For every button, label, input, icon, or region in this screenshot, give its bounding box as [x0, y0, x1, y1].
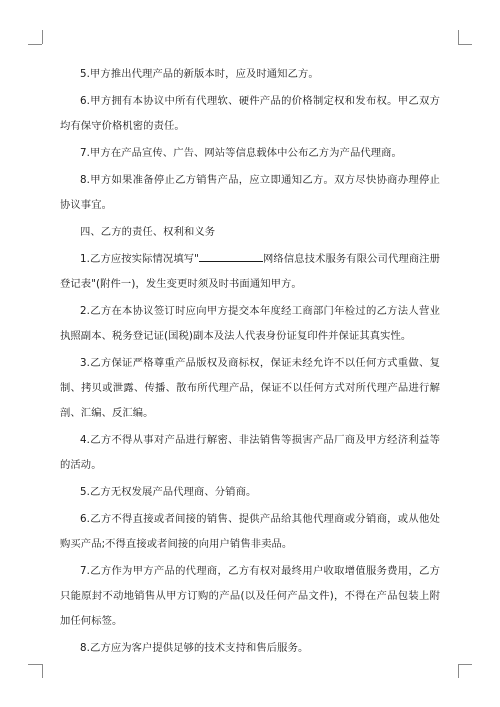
clause-a8: 8.甲方如果准备停止乙方销售产品，应立即通知乙方。双方尽快协商办理停止协议事宜。	[60, 174, 440, 211]
crop-mark-bottom-right-h	[458, 664, 472, 665]
clause-b2: 2.乙方在本协议签订时应向甲方提交本年度经工商部门年检过的乙方法人营业执照副本、税务登记证(国税)副本及法人代表身份证复印件并保证其真实性。	[60, 305, 440, 342]
clause-b1-before: 1.乙方应按实际情况填写"	[80, 253, 199, 265]
clause-b4: 4.乙方不得从事对产品进行解密、非法销售等损害产品厂商及甲方经济利益等的活动。	[60, 434, 440, 471]
section-heading: 四、乙方的责任、权利和义务	[80, 226, 216, 238]
crop-mark-bottom-right-v	[458, 664, 459, 678]
crop-mark-top-left-v	[42, 30, 43, 44]
crop-mark-top-right-h	[458, 44, 472, 45]
clause-b1-after: 网络信息技术服务有限公司代理商注册登记表"(附件一)，发生变更时须及时书面通知甲方。	[60, 253, 440, 290]
clause-b1	[60, 247, 440, 299]
clause-a5: 5.甲方推出代理产品的新版本时，应及时通知乙方。	[80, 68, 319, 80]
crop-mark-top-left-h	[28, 44, 42, 45]
crop-mark-top-right-v	[458, 30, 459, 44]
document-body	[60, 62, 440, 663]
clause-b6: 6.乙方不得直接或者间接的销售、提供产品给其他代理商或分销商，或从他处购买产品;不得直接或者间接的向用户销售非卖品。	[60, 513, 440, 550]
clause-a6: 6.甲方拥有本协议中所有代理软、硬件产品的价格制定权和发布权。甲乙双方均有保守价格机密的责任。	[60, 95, 440, 132]
clause-b5: 5.乙方无权发展产品代理商、分销商。	[80, 486, 257, 498]
fill-in-blank	[199, 250, 263, 262]
clause-b8: 8.乙方应为客户提供足够的技术支持和售后服务。	[80, 642, 309, 654]
clause-b3: 3.乙方保证严格尊重产品版权及商标权，保证未经允许不以任何方式重做、复制、拷贝或泄露、传播、散布所代理产品，保证不以任何方式对所代理产品进行解剖、汇编、反汇编。	[60, 357, 440, 419]
crop-mark-bottom-left-v	[42, 664, 43, 678]
crop-mark-bottom-left-h	[28, 664, 42, 665]
clause-a7: 7.甲方在产品宣传、广告、网站等信息载体中公布乙方为产品代理商。	[80, 147, 402, 159]
clause-b7: 7.乙方作为甲方产品的代理商，乙方有权对最终用户收取增值服务费用，乙方只能原封不动地销售从甲方订购的产品(以及任何产品文件)，不得在产品包装上附加任何标签。	[60, 565, 440, 627]
